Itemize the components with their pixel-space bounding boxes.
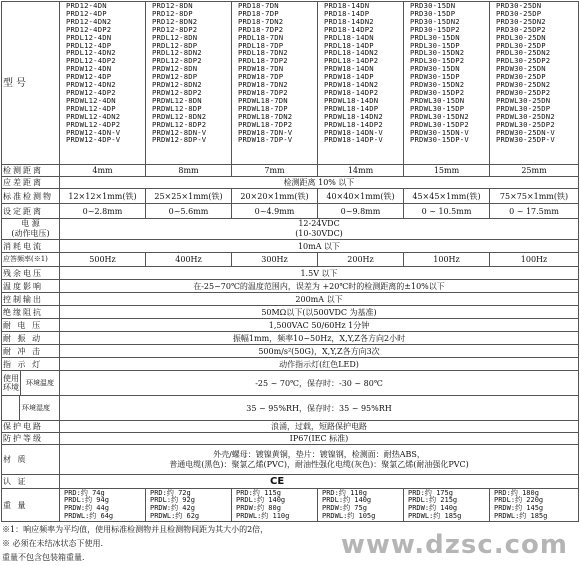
model-code: PRD12-4DN2 bbox=[66, 16, 112, 26]
row-residual bbox=[2, 267, 579, 280]
model-code: PRDW12-8DP2 bbox=[152, 87, 202, 97]
model-code: PRD18-7DP2 bbox=[238, 24, 284, 34]
row-vibration bbox=[2, 332, 579, 345]
current-value: 10mA 以下 bbox=[60, 240, 579, 253]
weight-entry: PRDW:约 44g bbox=[64, 504, 109, 512]
protection-circuit-value: 浪涌，过载，短路保护电路 bbox=[60, 421, 579, 433]
vibration-value: 振幅1mm，频率10~50Hz，X,Y,Z各方向2小时 bbox=[60, 332, 579, 345]
model-list-col5 bbox=[404, 2, 490, 165]
label-env-temp: 环境温度 bbox=[21, 371, 60, 395]
weight-entry: PRDL:约 92g bbox=[150, 496, 195, 505]
weight-entry: PRDW:约 140g bbox=[408, 504, 458, 512]
label-env-humidity: 环境湿度 bbox=[19, 396, 59, 420]
row-env-humidity bbox=[2, 396, 579, 421]
weight-entry: PRDWL:约 64g bbox=[64, 511, 114, 520]
model-code: PRDW30-25DP bbox=[496, 72, 546, 82]
row-withstand bbox=[2, 319, 579, 332]
model-code: PRDW12-4DP bbox=[66, 72, 112, 82]
label-target: 标准检测物 bbox=[2, 189, 60, 204]
model-code: PRDW18-14DP-V bbox=[324, 135, 383, 145]
row-temp-effect bbox=[2, 280, 579, 293]
label-power bbox=[2, 219, 60, 240]
weight-entry: PRDWL:约 185g bbox=[494, 511, 548, 520]
model-code: PRDW30-15DN-V bbox=[410, 127, 469, 137]
model-code: PRDW18-7DP-V bbox=[238, 135, 293, 145]
model-code: PRDW30-25DP2 bbox=[496, 87, 551, 97]
model-code: PRDWL18-7DN bbox=[238, 95, 288, 105]
label-power-main: 电 源 bbox=[21, 219, 40, 228]
model-code: PRDW12-8DP bbox=[152, 72, 198, 82]
model-code: PRDL12-8DP2 bbox=[152, 56, 202, 66]
model-code: PRDWL30-15DP2 bbox=[410, 119, 469, 129]
temp-effect-value: 在-25~70℃的温度范围内，误差为 +20℃时的检测距离的±10%以下 bbox=[60, 280, 579, 293]
model-code: PRD12-8DP2 bbox=[152, 24, 198, 34]
weight-entry: PRD:约 175g bbox=[408, 488, 453, 497]
label-env: 使用环境 bbox=[3, 374, 19, 392]
distance-cell: 14mm bbox=[318, 165, 404, 177]
shock-value: 500m/s²(50G)，X,Y,Z各方向3次 bbox=[60, 345, 579, 358]
model-code: PRDL18-7DP bbox=[238, 40, 284, 50]
model-code: PRDL12-4DP bbox=[66, 40, 112, 50]
weight-entry: PRDWL:约 62g bbox=[150, 511, 200, 520]
model-code: PRDW30-15DP2 bbox=[410, 87, 465, 97]
model-code: PRDWL18-14DP bbox=[324, 103, 379, 113]
setting-cell: 0~2.8mm bbox=[60, 204, 146, 219]
model-code: PRDL30-25DN bbox=[496, 32, 546, 42]
model-code: PRDW18-14DN bbox=[324, 64, 374, 74]
model-code: PRDW30-25DN-V bbox=[496, 127, 555, 137]
weight-entry: PRDL:约 140g bbox=[322, 496, 372, 505]
weight-entry: PRDL:约 94g bbox=[64, 496, 109, 505]
model-code: PRDL18-14DN2 bbox=[324, 48, 379, 58]
distance-cell: 8mm bbox=[146, 165, 232, 177]
material-value bbox=[60, 445, 579, 475]
model-code: PRDW30-15DN bbox=[410, 64, 460, 74]
model-list-col2 bbox=[146, 2, 232, 165]
footnote-1: ※1：响应频率为平均值，使用标准检测物并且检测物间距为其大小的2倍， bbox=[2, 525, 269, 534]
model-code: PRDWL12-4DP bbox=[66, 103, 116, 113]
model-code: PRDL30-15DN bbox=[410, 32, 460, 42]
model-code: PRDL18-14DP bbox=[324, 40, 374, 50]
model-code: PRDW30-25DN bbox=[496, 64, 546, 74]
model-code: PRDL18-7DP2 bbox=[238, 56, 288, 66]
model-list-col3 bbox=[232, 2, 318, 165]
env-group bbox=[2, 371, 60, 396]
row-insulation bbox=[2, 306, 579, 319]
indicator-value: 动作指示灯(红色LED) bbox=[60, 358, 579, 371]
setting-cell: 0~4.9mm bbox=[232, 204, 318, 219]
cert-value bbox=[60, 475, 579, 489]
output-value: 200mA 以下 bbox=[60, 293, 579, 306]
label-material: 材 质 bbox=[2, 445, 60, 475]
model-code: PRDWL18-7DP2 bbox=[238, 119, 293, 129]
row-protection-circuit bbox=[2, 421, 579, 433]
model-code: PRDL30-15DP2 bbox=[410, 56, 465, 66]
protection-grade-value: IP67(IEC 标准) bbox=[60, 433, 579, 445]
model-code: PRDL12-4DP2 bbox=[66, 56, 116, 66]
model-code: PRDL12-4DN bbox=[66, 32, 112, 42]
model-code: PRDL12-8DN2 bbox=[152, 48, 202, 58]
label-vibration: 耐 振 动 bbox=[2, 332, 60, 345]
model-code: PRD12-8DN2 bbox=[152, 16, 198, 26]
weight-entry: PRDL:约 140g bbox=[236, 496, 286, 505]
model-code: PRD18-14DP2 bbox=[324, 24, 374, 34]
model-code: PRD30-15DN2 bbox=[410, 16, 460, 26]
setting-cell: 0~9.8mm bbox=[318, 204, 404, 219]
insulation-value: 50MΩ以下(以500VDC 为基准) bbox=[60, 306, 579, 319]
weight-entry: PRDL:约 215g bbox=[408, 496, 458, 505]
weight-entry: PRDWL:约 185g bbox=[408, 511, 462, 520]
model-code: PRDW30-25DP-V bbox=[496, 135, 555, 145]
model-code: PRDW18-7DP2 bbox=[238, 87, 288, 97]
row-frequency bbox=[2, 253, 579, 267]
distance-cell: 7mm bbox=[232, 165, 318, 177]
label-residual: 残余电压 bbox=[2, 267, 60, 280]
model-code: PRDW30-15DN2 bbox=[410, 80, 465, 90]
power-value bbox=[60, 219, 579, 240]
watermark: www.dzsc.com bbox=[340, 530, 568, 560]
footnote-2: ※ 必须在未结冰状态下使用. bbox=[2, 539, 104, 548]
model-code: PRDW12-4DN bbox=[66, 64, 112, 74]
target-cell: 75×75×1mm(铁) bbox=[490, 189, 579, 204]
row-model bbox=[2, 2, 579, 165]
model-code: PRD18-14DN2 bbox=[324, 16, 374, 26]
model-code: PRDWL18-14DN bbox=[324, 95, 379, 105]
model-code: PRD30-25DN2 bbox=[496, 16, 546, 26]
row-material bbox=[2, 445, 579, 475]
model-code: PRDL18-7DN bbox=[238, 32, 284, 42]
weight-col5 bbox=[404, 489, 490, 522]
model-code: PRDW18-14DP2 bbox=[324, 87, 379, 97]
freq-cell: 100Hz bbox=[490, 253, 579, 267]
model-code: PRD18-7DN bbox=[238, 1, 279, 10]
model-code: PRDL30-25DP bbox=[496, 40, 546, 50]
weight-entry: PRDL:约 220g bbox=[494, 496, 544, 505]
weight-entry: PRDWL:约 110g bbox=[236, 511, 290, 520]
label-protection-grade: 防护等级 bbox=[2, 433, 60, 445]
target-cell: 40×40×1mm(铁) bbox=[318, 189, 404, 204]
model-code: PRDWL12-8DP2 bbox=[152, 119, 207, 129]
label-protection-circuit: 保护电路 bbox=[2, 421, 60, 433]
setting-cell: 0 ~ 10.5mm bbox=[404, 204, 490, 219]
row-indicator bbox=[2, 358, 579, 371]
model-code: PRDWL30-25DP bbox=[496, 103, 551, 113]
model-code: PRDW30-15DP-V bbox=[410, 135, 469, 145]
weight-entry: PRD:约 74g bbox=[64, 488, 105, 497]
weight-entry: PRD:约 115g bbox=[236, 488, 281, 497]
model-code: PRDWL12-8DN2 bbox=[152, 111, 207, 121]
model-code: PRDW12-4DP2 bbox=[66, 87, 116, 97]
label-weight: 重 量 bbox=[2, 489, 60, 522]
weight-entry: PRDW:约 80g bbox=[236, 504, 281, 512]
setting-cell: 0~5.6mm bbox=[146, 204, 232, 219]
row-shock bbox=[2, 345, 579, 358]
material-line-2: 普通电缆(黑色)：聚氯乙烯(PVC)，耐油性强化电缆(灰色)：聚氯乙烯(耐油强化PVC) bbox=[169, 459, 469, 469]
model-code: PRD30-15DP bbox=[410, 8, 456, 18]
weight-col3 bbox=[232, 489, 318, 522]
model-code: PRD18-7DP bbox=[238, 8, 279, 18]
model-code: PRDW18-14DN-V bbox=[324, 127, 383, 137]
model-code: PRDW12-4DN-V bbox=[66, 127, 121, 137]
model-code: PRD12-8DN bbox=[152, 1, 193, 10]
model-code: PRDWL30-25DN2 bbox=[496, 111, 555, 121]
label-withstand: 耐 电 压 bbox=[2, 319, 60, 332]
weight-entry: PRDW:约 145g bbox=[494, 504, 544, 512]
row-cert bbox=[2, 475, 579, 489]
row-weight bbox=[2, 489, 579, 522]
model-code: PRDL30-15DN2 bbox=[410, 48, 465, 58]
model-code: PRDW18-7DN2 bbox=[238, 80, 288, 90]
model-code: PRDWL18-14DN2 bbox=[324, 111, 383, 121]
env-label-grid bbox=[2, 371, 59, 395]
row-hysteresis bbox=[2, 177, 579, 189]
model-code: PRDL18-7DN2 bbox=[238, 48, 288, 58]
distance-cell: 25mm bbox=[490, 165, 579, 177]
model-code: PRDWL30-15DP bbox=[410, 103, 465, 113]
model-code: PRDWL30-25DN bbox=[496, 95, 551, 105]
label-frequency: 应答频率(※1) bbox=[2, 253, 60, 267]
model-code: PRD18-14DN bbox=[324, 1, 370, 10]
target-cell: 20×20×1mm(铁) bbox=[232, 189, 318, 204]
weight-entry: PRD:约 72g bbox=[150, 488, 191, 497]
model-code: PRDWL18-14DP2 bbox=[324, 119, 383, 129]
row-current bbox=[2, 240, 579, 253]
model-code: PRD18-7DN2 bbox=[238, 16, 284, 26]
withstand-value: 1,500VAC 50/60Hz 1分钟 bbox=[60, 319, 579, 332]
target-cell: 45×45×1mm(铁) bbox=[404, 189, 490, 204]
model-list-col4 bbox=[318, 2, 404, 165]
model-code: PRDWL12-4DP2 bbox=[66, 119, 121, 129]
residual-value: 1.5V 以下 bbox=[60, 267, 579, 280]
weight-col4 bbox=[318, 489, 404, 522]
model-list-col1 bbox=[60, 2, 146, 165]
row-setting bbox=[2, 204, 579, 219]
hysteresis-value: 检测距离 10% 以下 bbox=[60, 177, 579, 189]
weight-entry: PRD:约 180g bbox=[494, 488, 539, 497]
model-code: PRD18-14DP bbox=[324, 8, 370, 18]
model-code: PRDL30-25DP2 bbox=[496, 56, 551, 66]
model-code: PRD30-15DP2 bbox=[410, 24, 460, 34]
model-code: PRD12-4DP2 bbox=[66, 24, 112, 34]
label-distance: 检测距离 bbox=[2, 165, 60, 177]
label-output: 控制输出 bbox=[2, 293, 60, 306]
footnote-3: 重量不包含包装箱重量. bbox=[2, 553, 85, 562]
model-code: PRDW30-15DP bbox=[410, 72, 460, 82]
model-code: PRDW18-7DN bbox=[238, 64, 284, 74]
model-code: PRDL18-14DN bbox=[324, 32, 374, 42]
freq-cell: 500Hz bbox=[60, 253, 146, 267]
model-code: PRDWL30-15DN2 bbox=[410, 111, 469, 121]
model-code: PRDWL12-8DP bbox=[152, 103, 202, 113]
weight-col6 bbox=[490, 489, 579, 522]
label-power-sub: (动作电压) bbox=[11, 229, 50, 238]
distance-cell: 15mm bbox=[404, 165, 490, 177]
model-code: PRDW12-8DP-V bbox=[152, 135, 207, 145]
label-temp-effect: 温度影响 bbox=[2, 280, 60, 293]
row-protection-grade bbox=[2, 433, 579, 445]
model-code: PRDWL18-7DP bbox=[238, 103, 288, 113]
model-code: PRDW12-8DN-V bbox=[152, 127, 207, 137]
model-code: PRDW12-8DN bbox=[152, 64, 198, 74]
env-humidity-value: 35 ~ 95%RH，保存时：35 ~ 95%RH bbox=[60, 396, 579, 421]
weight-entry: PRDW:约 42g bbox=[150, 504, 195, 512]
material-line-1: 外壳/螺母：镀镍黄铜，垫片：镀镍钢，检测面：耐热ABS， bbox=[213, 449, 425, 459]
model-code: PRDW12-4DN2 bbox=[66, 80, 116, 90]
env-humidity-label-cell bbox=[2, 396, 60, 421]
env-temp-value: -25 ~ 70℃，保存时：-30 ~ 80℃ bbox=[60, 371, 579, 396]
target-cell: 12×12×1mm(铁) bbox=[60, 189, 146, 204]
row-distance bbox=[2, 165, 579, 177]
freq-cell: 400Hz bbox=[146, 253, 232, 267]
row-power bbox=[2, 219, 579, 240]
model-code: PRD30-25DP bbox=[496, 8, 542, 18]
label-hysteresis: 应差距离 bbox=[2, 177, 60, 189]
model-code: PRDWL12-4DN bbox=[66, 95, 116, 105]
target-cell: 25×25×1mm(铁) bbox=[146, 189, 232, 204]
model-code: PRD12-8DP bbox=[152, 8, 193, 18]
model-code: PRDW12-8DN2 bbox=[152, 80, 202, 90]
label-cert: 认 证 bbox=[2, 475, 60, 489]
model-code: PRD12-4DN bbox=[66, 1, 107, 10]
weight-entry: PRDWL:约 105g bbox=[322, 511, 376, 520]
model-code: PRD30-25DN bbox=[496, 1, 542, 10]
spec-table bbox=[1, 1, 579, 522]
row-env-temp bbox=[2, 371, 579, 396]
power-line-1: 12-24VDC bbox=[298, 219, 340, 228]
model-code: PRDL30-25DN2 bbox=[496, 48, 551, 58]
model-code: PRDL12-8DP bbox=[152, 40, 198, 50]
model-code: PRDW18-14DN2 bbox=[324, 80, 379, 90]
row-target bbox=[2, 189, 579, 204]
model-list-col6 bbox=[490, 2, 579, 165]
weight-entry: PRDW:约 75g bbox=[322, 504, 367, 512]
distance-cell: 4mm bbox=[60, 165, 146, 177]
weight-entry: PRD:约 110g bbox=[322, 488, 367, 497]
label-setting: 设定距离 bbox=[2, 204, 60, 219]
model-code: PRDL30-15DP bbox=[410, 40, 460, 50]
model-code: PRD30-15DN bbox=[410, 1, 456, 10]
model-code: PRDWL30-25DP2 bbox=[496, 119, 555, 129]
model-code: PRDW30-25DN2 bbox=[496, 80, 551, 90]
weight-col1 bbox=[60, 489, 146, 522]
model-code: PRDL18-14DP2 bbox=[324, 56, 379, 66]
model-code: PRDW18-7DP bbox=[238, 72, 284, 82]
model-code: PRDW12-4DP-V bbox=[66, 135, 121, 145]
model-code: PRDL12-4DN2 bbox=[66, 48, 116, 58]
ce-mark: CE bbox=[270, 476, 285, 487]
row-output bbox=[2, 293, 579, 306]
model-code: PRDWL18-7DN2 bbox=[238, 111, 293, 121]
freq-cell: 100Hz bbox=[404, 253, 490, 267]
freq-cell: 300Hz bbox=[232, 253, 318, 267]
setting-cell: 0 ~ 17.5mm bbox=[490, 204, 579, 219]
model-code: PRDWL30-15DN bbox=[410, 95, 465, 105]
label-insulation: 绝缘阻抗 bbox=[2, 306, 60, 319]
model-code: PRDL12-8DN bbox=[152, 32, 198, 42]
model-code: PRDW18-7DN-V bbox=[238, 127, 293, 137]
weight-col2 bbox=[146, 489, 232, 522]
model-code: PRD12-4DP bbox=[66, 8, 107, 18]
label-current: 消耗电流 bbox=[2, 240, 60, 253]
freq-cell: 200Hz bbox=[318, 253, 404, 267]
model-code: PRDWL12-4DN2 bbox=[66, 111, 121, 121]
label-shock: 耐 冲 击 bbox=[2, 345, 60, 358]
model-code: PRD30-25DP2 bbox=[496, 24, 546, 34]
power-line-2: (10-30VDC) bbox=[295, 229, 343, 238]
model-code: PRDWL12-8DN bbox=[152, 95, 202, 105]
label-indicator: 指 示 灯 bbox=[2, 358, 60, 371]
label-model: 型号 bbox=[2, 2, 60, 165]
model-code: PRDW18-14DP bbox=[324, 72, 374, 82]
